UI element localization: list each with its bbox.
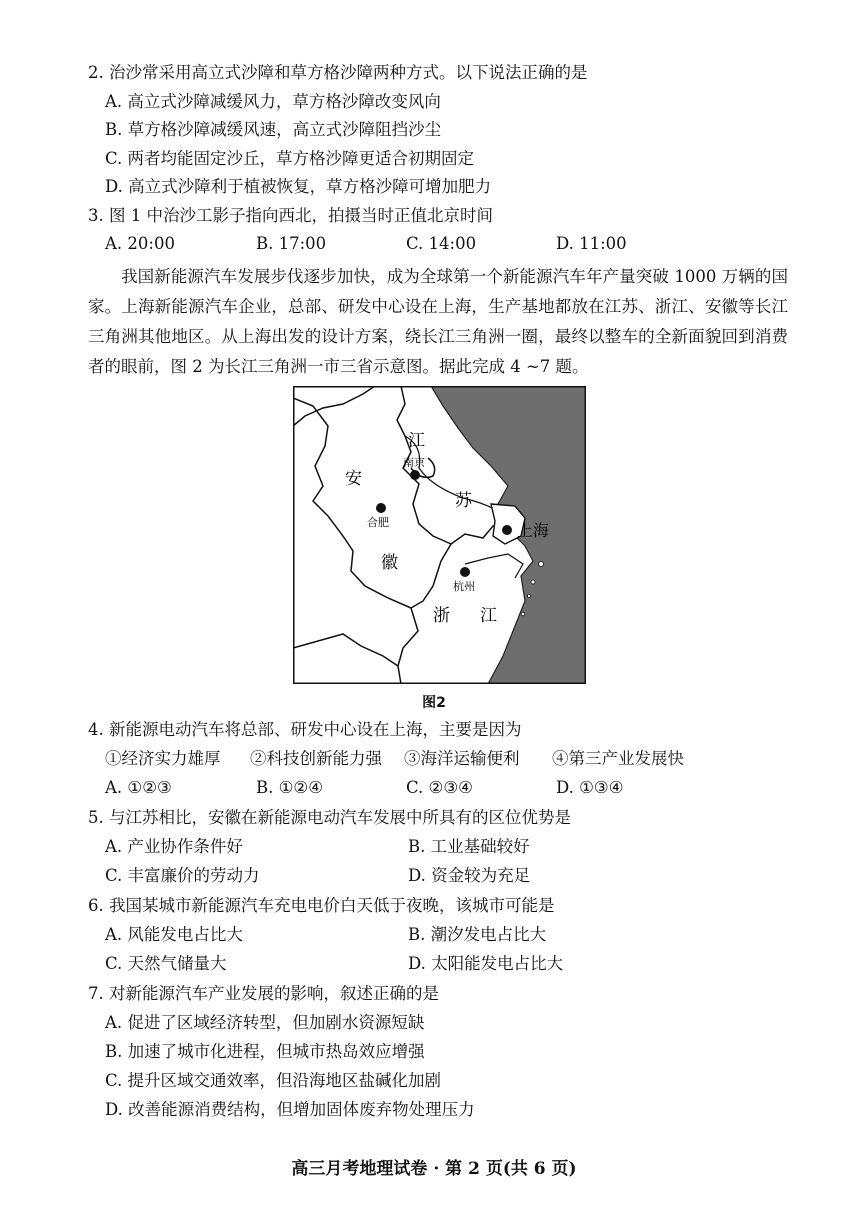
q6-option-a: A. 风能发电占比大 bbox=[105, 925, 243, 944]
q7-option-b: B. 加速了城市化进程，但城市热岛效应增强 bbox=[105, 1042, 425, 1061]
figure-caption: 图2 bbox=[422, 695, 446, 711]
label-jiang-1: 江 bbox=[408, 431, 425, 451]
q3-option-b: B. 17:00 bbox=[256, 234, 327, 253]
q3-stem: 3. 图 1 中治沙工影子指向西北，拍摄当时正值北京时间 bbox=[88, 206, 493, 225]
q2-option-d: D. 高立式沙障利于植被恢复，草方格沙障可增加肥力 bbox=[105, 177, 492, 196]
label-shanghai: 上海 bbox=[517, 521, 550, 540]
q2-option-b: B. 草方格沙障减缓风速，高立式沙障阻挡沙尘 bbox=[105, 120, 442, 139]
q4-stem: 4. 新能源电动汽车将总部、研发中心设在上海，主要是因为 bbox=[88, 720, 522, 739]
hangzhou-bay bbox=[465, 554, 523, 578]
q6-option-c: C. 天然气储量大 bbox=[105, 954, 227, 973]
page-footer: 高三月考地理试卷 · 第 2 页(共 6 页) bbox=[291, 1159, 577, 1179]
q4-item-3: ③海洋运输便利 bbox=[404, 749, 520, 768]
label-an: 安 bbox=[345, 469, 362, 489]
label-zhe: 浙 bbox=[433, 606, 450, 626]
label-hefei: 合肥 bbox=[367, 516, 389, 529]
q5-option-a: A. 产业协作条件好 bbox=[105, 837, 243, 856]
nanjing-dot bbox=[410, 470, 420, 480]
q2-option-c: C. 两者均能固定沙丘，草方格沙障更适合初期固定 bbox=[105, 149, 475, 168]
yangtze-delta-map bbox=[293, 386, 586, 684]
q3-option-d: D. 11:00 bbox=[556, 234, 627, 253]
q6-option-b: B. 潮汐发电占比大 bbox=[408, 925, 547, 944]
reading-passage: 我国新能源汽车发展步伐逐步加快，成为全球第一个新能源汽车年产量突破 1000 万辆的国家。上海新能源汽车企业，总部、研发中心设在上海，生产基地都放在江苏、浙江、安徽等长江三角洲其他地区。从上海出发的设计方案，绕长江三角洲一圈，最终以整车的全新面貌回到消费者的眼前，图 2 为长江三角洲一市三省示意图。据此完成 4 ~7 题。 bbox=[88, 267, 788, 376]
label-su: 苏 bbox=[455, 491, 472, 511]
q5-option-d: D. 资金较为充足 bbox=[408, 866, 531, 885]
q4-item-1: ①经济实力雄厚 bbox=[105, 749, 221, 768]
q3-option-a: A. 20:00 bbox=[105, 234, 175, 253]
q4-item-2: ②科技创新能力强 bbox=[250, 749, 382, 768]
hefei-dot bbox=[376, 503, 386, 513]
label-hangzhou: 杭州 bbox=[453, 580, 475, 593]
q7-option-d: D. 改善能源消费结构，但增加固体废弃物处理压力 bbox=[105, 1100, 475, 1119]
label-hui: 徽 bbox=[381, 553, 398, 573]
shanghai-dot bbox=[502, 525, 512, 535]
border-zhejiang-southwest bbox=[293, 634, 398, 666]
hangzhou-dot bbox=[460, 567, 470, 577]
q2-stem: 2. 治沙常采用高立式沙障和草方格沙障两种方式。以下说法正确的是 bbox=[88, 63, 588, 82]
q4-item-4: ④第三产业发展快 bbox=[552, 749, 684, 768]
border-northwest bbox=[293, 386, 375, 426]
q7-option-a: A. 促进了区域经济转型，但加剧水资源短缺 bbox=[105, 1013, 425, 1032]
q6-option-d: D. 太阳能发电占比大 bbox=[408, 954, 564, 973]
q7-option-c: C. 提升区域交通效率，但沿海地区盐碱化加剧 bbox=[105, 1071, 442, 1090]
border-anhui-west bbox=[293, 398, 411, 608]
q4-option-a: A. ①②③ bbox=[105, 778, 172, 797]
q4-option-c: C. ②③④ bbox=[406, 778, 473, 797]
q7-stem: 7. 对新能源汽车产业发展的影响，叙述正确的是 bbox=[88, 984, 439, 1003]
q5-stem: 5. 与江苏相比，安徽在新能源电动汽车发展中所具有的区位优势是 bbox=[88, 808, 571, 827]
q3-option-c: C. 14:00 bbox=[406, 234, 477, 253]
map-svg bbox=[293, 386, 586, 684]
q4-option-b: B. ①②④ bbox=[256, 778, 323, 797]
q5-option-c: C. 丰富廉价的劳动力 bbox=[105, 866, 260, 885]
q5-option-b: B. 工业基础较好 bbox=[408, 837, 530, 856]
q2-option-a: A. 高立式沙障减缓风力，草方格沙障改变风向 bbox=[105, 92, 441, 111]
label-nanjing: 南京 bbox=[403, 456, 425, 469]
q6-stem: 6. 我国某城市新能源汽车充电电价白天低于夜晚，该城市可能是 bbox=[88, 896, 555, 915]
label-jiang-2: 江 bbox=[480, 606, 497, 626]
q4-option-d: D. ①③④ bbox=[556, 778, 624, 797]
